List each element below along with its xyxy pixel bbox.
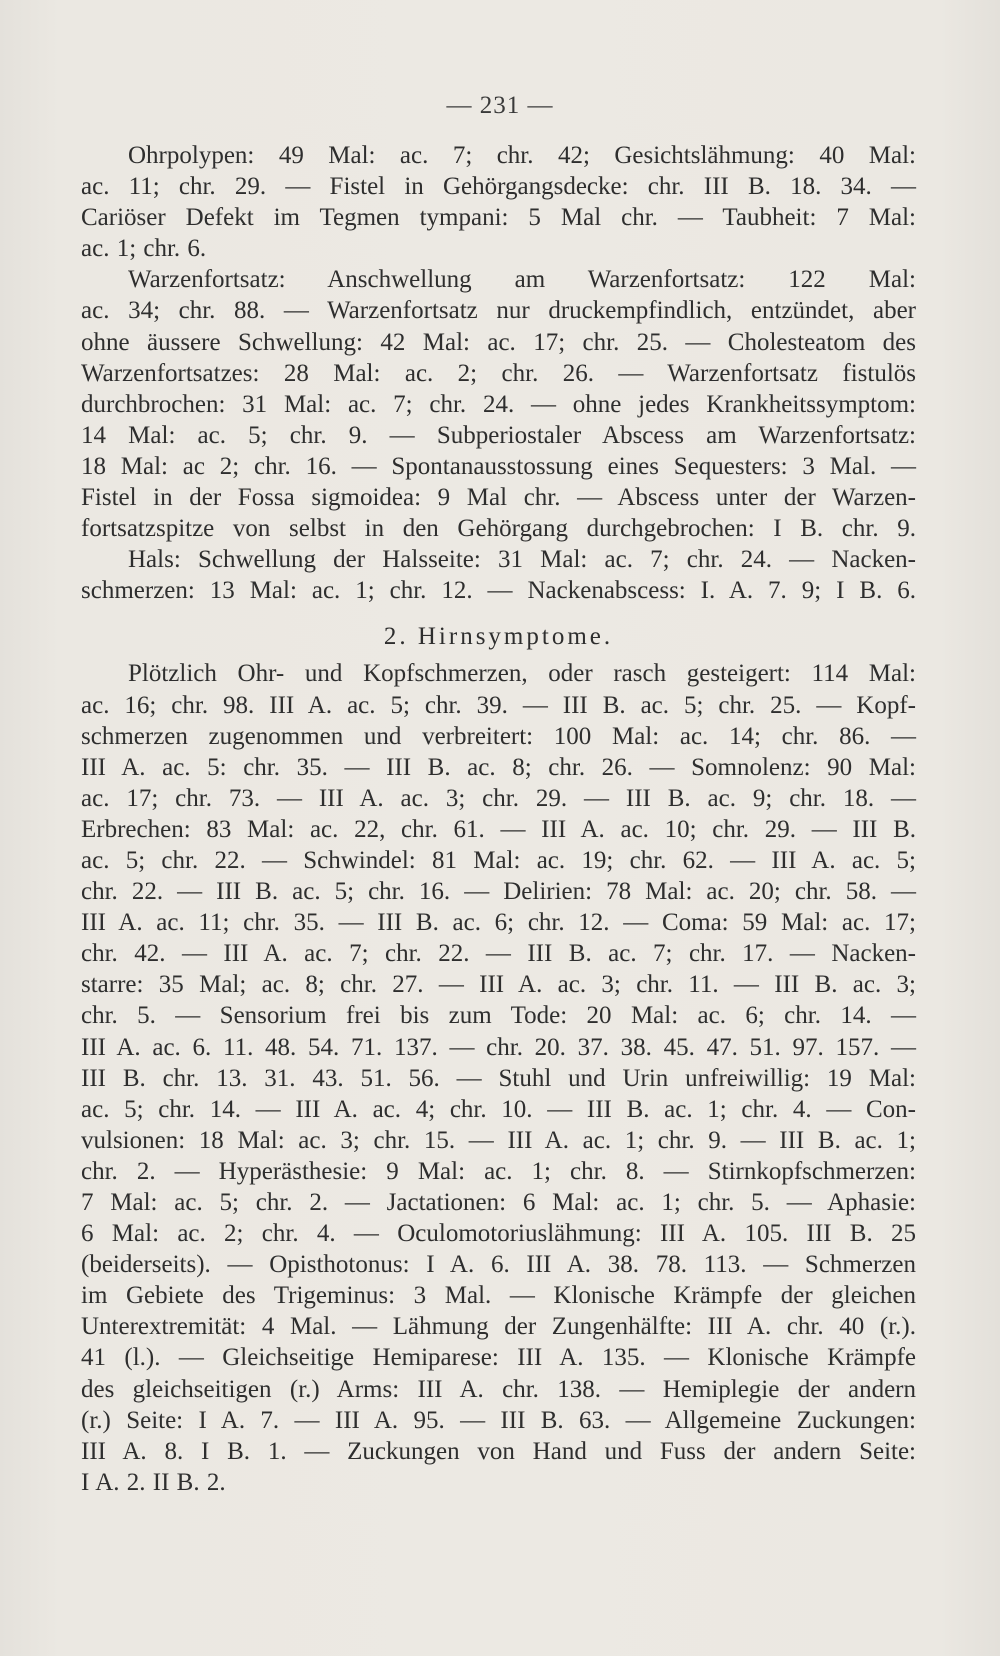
text-line: durchbrochen: 31 Mal: ac. 7; chr. 24. — ohne jedes Krankheitssymptom: [81,390,916,418]
text-line: Warzenfortsatzes: 28 Mal: ac. 2; chr. 26. — Warzenfortsatz fistulös [81,359,916,387]
text-line: (r.) Seite: I A. 7. — III A. 95. — III B. 63. — Allgemeine Zuckungen: [81,1406,916,1434]
text-line: Ohrpolypen: 49 Mal: ac. 7; chr. 42; Gesichtslähmung: 40 Mal: [128,142,916,169]
page-number: — 231 — [446,92,554,119]
text-line: ac. 34; chr. 88. — Warzenfortsatz nur druckempfindlich, entzündet, aber [81,297,916,325]
text-line: III B. chr. 13. 31. 43. 51. 56. — Stuhl und Urin unfreiwillig: 19 Mal: [81,1064,916,1092]
text-line: ac. 5; chr. 22. — Schwindel: 81 Mal: ac. 19; chr. 62. — III A. ac. 5; [81,846,916,874]
text-line: I A. 2. II B. 2. [81,1468,226,1496]
section-heading: 2. Hirnsymptome. [383,623,614,651]
text-line: III A. ac. 6. 11. 48. 54. 71. 137. — chr. 20. 37. 38. 45. 47. 51. 97. 157. — [81,1033,916,1061]
text-line: schmerzen: 13 Mal: ac. 1; chr. 12. — Nackenabscess: I. A. 7. 9; I B. 6. [81,577,916,605]
text-line: Hals: Schwellung der Halsseite: 31 Mal: ac. 7; chr. 24. — Nacken- [128,546,916,574]
text-line: Unterextremität: 4 Mal. — Lähmung der Zungenhälfte: III A. chr. 40 (r.). [81,1313,916,1341]
text-line: chr. 5. — Sensorium frei bis zum Tode: 20 Mal: ac. 6; chr. 14. — [81,1002,916,1030]
text-line: des gleichseitigen (r.) Arms: III A. chr. 138. — Hemiplegie der andern [81,1375,916,1403]
text-line: 41 (l.). — Gleichseitige Hemiparese: III A. 135. — Klonische Krämpfe [81,1344,916,1372]
text-line: III A. ac. 5: chr. 35. — III B. ac. 8; chr. 26. — Somnolenz: 90 Mal: [81,753,916,781]
text-line: vulsionen: 18 Mal: ac. 3; chr. 15. — III A. ac. 1; chr. 9. — III B. ac. 1; [81,1126,916,1154]
text-line: fortsatzspitze von selbst in den Gehörgang durchgebrochen: I B. chr. 9. [81,515,916,543]
text-line: ac. 1; chr. 6. [81,235,207,263]
text-line: III A. 8. I B. 1. — Zuckungen von Hand und Fuss der andern Seite: [81,1437,916,1465]
text-line: chr. 22. — III B. ac. 5; chr. 16. — Delirien: 78 Mal: ac. 20; chr. 58. — [81,878,916,906]
text-line: 18 Mal: ac 2; chr. 16. — Spontanausstossung eines Sequesters: 3 Mal. — [81,452,916,480]
text-line: 7 Mal: ac. 5; chr. 2. — Jactationen: 6 Mal: ac. 1; chr. 5. — Aphasie: [81,1189,916,1216]
text-line: Plötzlich Ohr- und Kopfschmerzen, oder rasch gesteigert: 114 Mal: [128,660,916,688]
text-line: Cariöser Defekt im Tegmen tympani: 5 Mal chr. — Taubheit: 7 Mal: [81,204,916,232]
text-line: Warzenfortsatz: Anschwellung am Warzenfortsatz: 122 Mal: [128,266,916,294]
text-line: 14 Mal: ac. 5; chr. 9. — Subperiostaler Abscess am Warzenfortsatz: [81,421,916,449]
text-line: Fistel in der Fossa sigmoidea: 9 Mal chr. — Abscess unter der Warzen- [81,484,916,512]
text-line: Erbrechen: 83 Mal: ac. 22, chr. 61. — III A. ac. 10; chr. 29. — III B. [81,815,916,843]
text-line: 6 Mal: ac. 2; chr. 4. — Oculomotoriuslähmung: III A. 105. III B. 25 [81,1220,916,1248]
text-line: starre: 35 Mal; ac. 8; chr. 27. — III A. ac. 3; chr. 11. — III B. ac. 3; [81,971,916,999]
text-line: im Gebiete des Trigeminus: 3 Mal. — Klonische Krämpfe der gleichen [81,1282,916,1310]
text-line: (beiderseits). — Opisthotonus: I A. 6. III A. 38. 78. 113. — Schmerzen [81,1251,916,1279]
text-line: chr. 42. — III A. ac. 7; chr. 22. — III B. ac. 7; chr. 17. — Nacken- [81,940,916,968]
text-line: ohne äussere Schwellung: 42 Mal: ac. 17; chr. 25. — Cholesteatom des [81,328,916,356]
text-line: ac. 16; chr. 98. III A. ac. 5; chr. 39. — III B. ac. 5; chr. 25. — Kopf- [81,691,916,719]
page-body [81,140,916,1498]
text-line: schmerzen zugenommen und verbreitert: 100 Mal: ac. 14; chr. 86. — [81,722,916,750]
text-line: ac. 11; chr. 29. — Fistel in Gehörgangsdecke: chr. III B. 18. 34. — [81,173,916,201]
text-line: chr. 2. — Hyperästhesie: 9 Mal: ac. 1; chr. 8. — Stirnkopfschmerzen: [81,1157,916,1185]
text-line: III A. ac. 11; chr. 35. — III B. ac. 6; chr. 12. — Coma: 59 Mal: ac. 17; [81,909,916,937]
text-line: ac. 5; chr. 14. — III A. ac. 4; chr. 10. — III B. ac. 1; chr. 4. — Con- [81,1095,916,1123]
text-line: ac. 17; chr. 73. — III A. ac. 3; chr. 29. — III B. ac. 9; chr. 18. — [81,784,916,812]
